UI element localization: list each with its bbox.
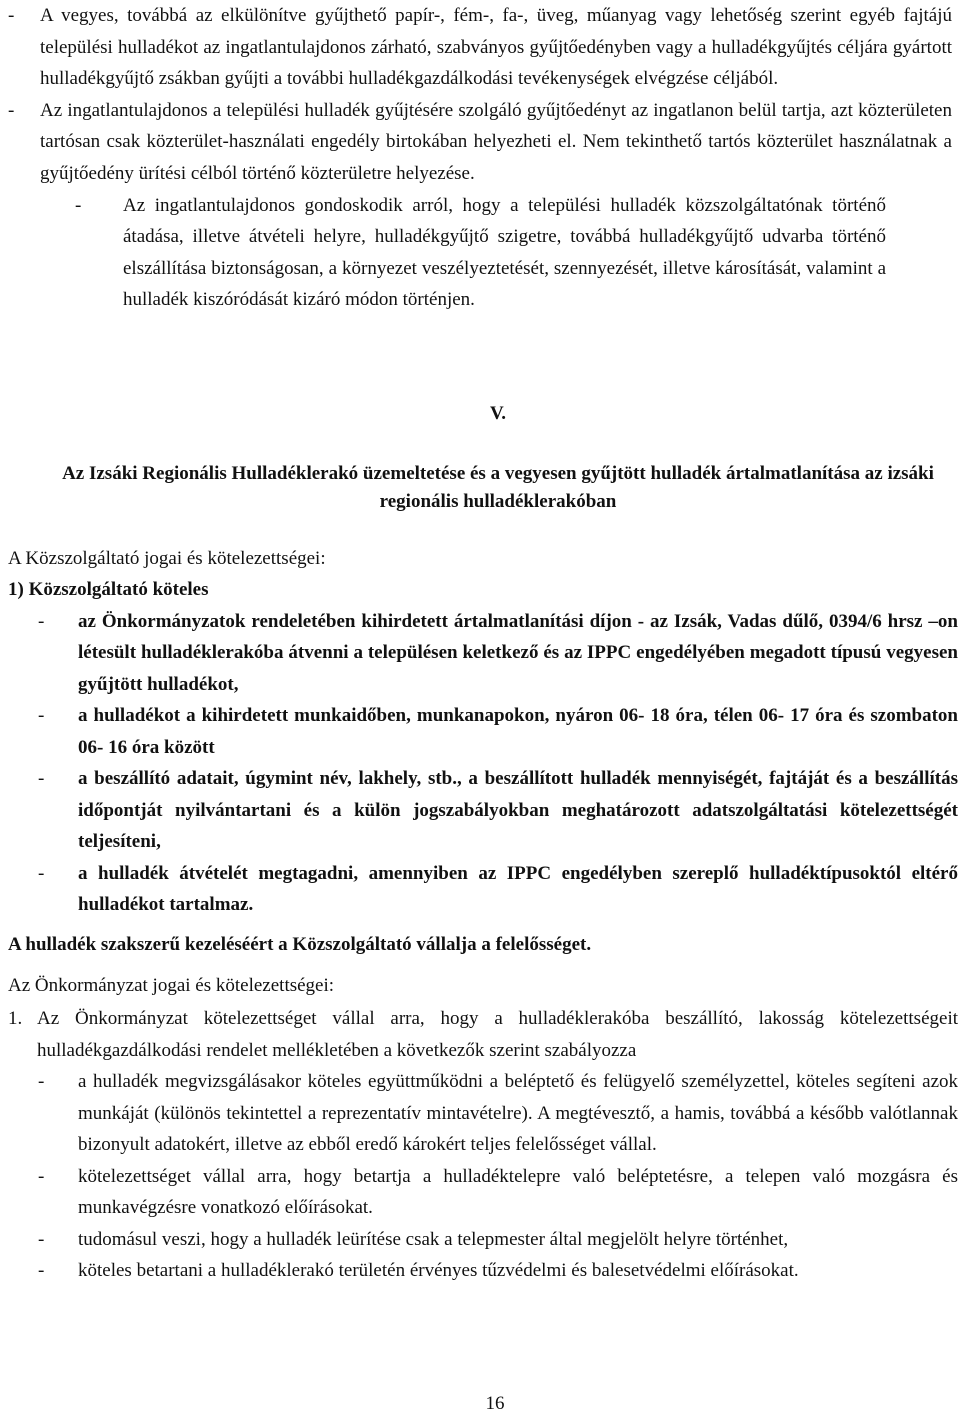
list-item-text: az Önkormányzatok rendeletében kihirdetett ártalmatlanítási díjon - az Izsák, Vadas dűlő, 0394/6 hrsz –on létesült hulladéklerakóba átvenni a településen keletkező és az IPPC engedélyében megadott típusú vegyesen gyűjtött hulladékot, xyxy=(78,610,958,695)
list-item-text: köteles betartani a hulladéklerakó területén érvényes tűzvédelmi és balesetvédelmi előírásokat. xyxy=(78,1260,799,1281)
list-item-text: Az ingatlantulajdonos a települési hulladék gyűjtésére szolgáló gyűjtőedényt az ingatlanon belül tartja, azt közterületen tartósan csak közterület-használati engedély birtokában helyezheti el. Nem tekinthető tartós közterület használatnak a gyűjtőedény ürítési célból történő közterületre helyezése. xyxy=(40,99,952,184)
dash-marker: - xyxy=(38,1165,45,1187)
list-item-text: a hulladékot a kihirdetett munkaidőben, munkanapokon, nyáron 06- 18 óra, télen 06- 17 óra és szombaton 06- 16 óra között xyxy=(78,705,958,758)
dash-marker: - xyxy=(38,610,45,632)
dash-marker: - xyxy=(38,768,45,789)
provider-obligations xyxy=(0,574,960,921)
list-item-text: a beszállító adatait, úgymint név, lakhely, stb., a beszállított hulladék mennyiségét, fajtáját és a beszállítás időpontját nyilvántartani és a külön jogszabályokban meghatározott adatszolgáltatási kötelezettségét teljesíteni, xyxy=(78,768,958,852)
dash-marker: - xyxy=(38,1071,45,1092)
list-item-text: tudomásul veszi, hogy a hulladék leürítése csak a telepmester által megjelölt helyre történhet, xyxy=(78,1228,789,1250)
dash-marker: - xyxy=(38,1228,45,1250)
dash-marker: - xyxy=(8,99,15,121)
provider-heading: A Közszolgáltató jogai és kötelezettségei: xyxy=(8,548,326,569)
list-item-text: Az ingatlantulajdonos gondoskodik arról, hogy a települési hulladék közszolgáltatónak történő átadása, illetve átvételi helyre, hulladékgyűjtő szigetre, továbbá hulladékgyűjtő udvarba történő elszállítása biztonságosan, a környezet veszélyeztetését, szennyezését, illetve károsítását, valamint a hulladék kiszóródását kizáró módon történjen. xyxy=(123,194,886,311)
item-number: 1. xyxy=(8,1008,23,1029)
section-number: V. xyxy=(489,403,507,424)
list-item xyxy=(0,606,960,701)
municipality-heading: Az Önkormányzat jogai és kötelezettségei: xyxy=(8,975,335,996)
list-item xyxy=(0,858,960,921)
list-item xyxy=(0,0,960,95)
section-title: Az Izsáki Regionális Hulladéklerakó üzemeltetése és a vegyesen gyűjtött hulladék ártalmatlanítása az izsáki regionális hulladéklerakóban xyxy=(62,463,934,512)
list-item-text: a hulladék átvételét megtagadni, amennyiben az IPPC engedélyben szereplő hulladéktípusoktól eltérő hulladékot tartalmaz. xyxy=(78,862,958,915)
numbered-item-text: Az Önkormányzat kötelezettséget vállal arra, hogy a hulladéklerakóba beszállító, lakosság kötelezettségeit hulladékgazdálkodási rendelet mellékletében a következők szerint szabályozza xyxy=(37,1008,958,1061)
list-item-text: kötelezettséget vállal arra, hogy betartja a hulladéktelepre való beléptetésre, a telepen való mozgásra és munkavégzésre vonatkozó előírásokat. xyxy=(78,1165,958,1218)
municipality-obligations xyxy=(0,1003,960,1287)
dash-marker: - xyxy=(38,1260,45,1281)
intro-list xyxy=(0,0,960,316)
responsibility-statement: A hulladék szakszerű kezeléséért a Közszolgáltató vállalja a felelősséget. xyxy=(8,934,592,955)
list-item xyxy=(0,1161,960,1224)
numbered-item xyxy=(0,1003,960,1066)
list-item xyxy=(0,700,960,763)
dash-marker: - xyxy=(75,194,82,216)
list-item xyxy=(0,95,960,190)
dash-marker: - xyxy=(38,862,45,884)
dash-marker: - xyxy=(8,5,15,26)
list-item-text: a hulladék megvizsgálásakor köteles együttműködni a beléptető és felügyelő személyzettel, köteles segíteni azok munkáját (különös tekintettel a reprezentatív mintavételre). A megtévesztő, a hamis, továbbá a később valótlannak bizonyult adatokért, illetve az ebből eredő károkért teljes felelősséget vállal. xyxy=(78,1071,958,1155)
list-item xyxy=(0,1224,960,1256)
list-item xyxy=(0,1066,960,1161)
list-item xyxy=(0,763,960,858)
page-number: 16 xyxy=(485,1393,505,1414)
list-item-text: A vegyes, továbbá az elkülönítve gyűjthető papír-, fém-, fa-, üveg, műanyag vagy lehetőség szerint egyéb fajtájú települési hulladékot az ingatlantulajdonos zárható, szabványos gyűjtőedényben vagy a hulladékgyűjtés céljára gyártott hulladékgyűjtő zsákban gyűjti a további hulladékgazdálkodási tevékenységek elvégzése céljából. xyxy=(40,5,952,90)
list-item xyxy=(0,1255,960,1287)
provider-subheading: 1) Közszolgáltató köteles xyxy=(8,579,209,600)
list-item xyxy=(0,190,960,316)
dash-marker: - xyxy=(38,705,45,726)
